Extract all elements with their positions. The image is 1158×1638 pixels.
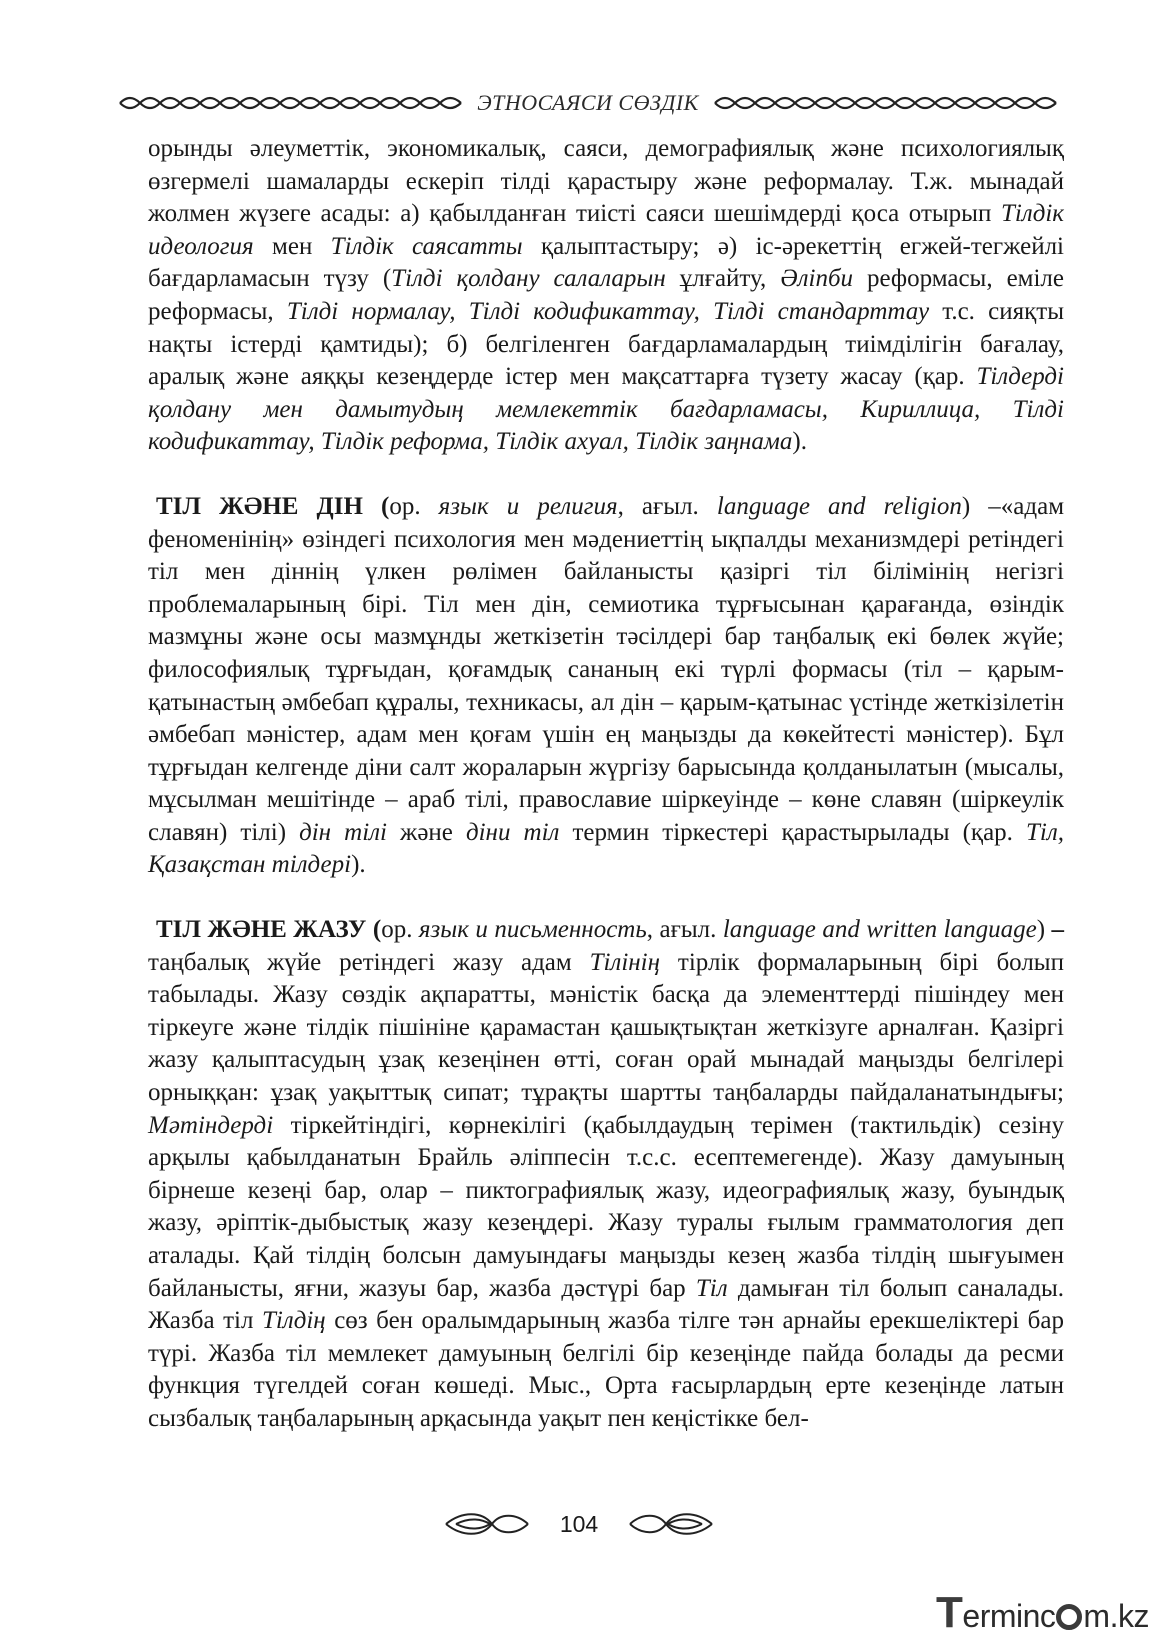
entry-term: ТІЛ ЖӘНЕ ЖАЗУ ( — [156, 916, 382, 944]
watermark-t: T — [936, 1588, 963, 1637]
footer-swirl-icon-right — [626, 1509, 716, 1539]
footer-swirl-icon-left — [442, 1509, 532, 1539]
site-watermark — [936, 1588, 1149, 1638]
entry-language-and-writing: ТІЛ ЖӘНЕ ЖАЗУ (ор. язык и письменность, ағыл. language and written language) – таңбалық жүйе ретіндегі жазу адам Тілінің тірлік формаларының бірі болып табылады. Жазу сөздік ақпаратты, мәністік басқа да элементтерді пішіндеу мен тіркеуге және тілдік пішініне қарамастан қашықтықтан жеткізуге арналған. Қазіргі жазу қалыптасудың ұзақ кезеңінен өтті, соған орай мынадай маңызды белгілері орныққан: ұзақ уақыттық сипат; тұрақты шартты таңбаларды пайдаланатындығы; Мәтіндерді тіркейтіндігі, көрнекілігі (қабылдаудың терімен (тактильдік) сезіну арқылы қабылданатын Брайль әліппесін т.с.с. есептемегенде). Жазу дамуының бірнеше кезеңі бар, олар – пиктографиялық жазу, идеографиялық жазу, буындық жазу, әріптік-дыбыстық жазу кезеңдері. Жазу туралы ғылым грамматология деп аталады. Қай тілдің болсын дамуындағы маңызды кезең жазба тілдің шығуымен байланысты, яғни, жазуы бар, жазба дәстүрі бар Тіл дамыған тіл болып саналады. Жазба тіл Тілдің сөз бен оралымдарының жазба тілге тән арнайы ерекшеліктері бар түрі. Жазба тіл мемлекет дамуының белгілі бір кезеңінде пайда болады да ресми функция түгелдей соған көшеді. Мыс., Орта ғасырлардың ерте кезеңінде латын сызбалық таңбаларының арқасында уақыт пен кеңістікке бел- — [148, 916, 1065, 1432]
watermark-text-2: m.kz — [1083, 1598, 1149, 1634]
watermark-text-1: erminc — [962, 1598, 1056, 1634]
continued-paragraph: орынды әлеуметтік, экономикалық, саяси, демографиялық және психологиялық өзгермелі шамаларды ескеріп тілді қарастыру және реформалау. Т.ж. мынадай жолмен жүзеге асады: а) қабылданған тиісті саяси шешімдерді қоса отырып Тілдік идеология мен Тілдік саясатты қалыптастыру; ә) іс-әрекеттің егжей-тегжейлі бағдарламасын түзу (Тілді қолдану салаларын ұлғайту, Әліпби реформасы, еміле реформасы, Тілді нормалау, Тілді кодификаттау, Тілді стандарттау т.с. сияқты нақты істерді қамтиды); б) белгіленген бағдарламалардың тиімділігін бағалау, аралық және аяққы кезеңдерде істер мен мақсаттарға түзету жасау (қар. Тілдерді қолдану мен дамытудың мемлекеттік бағдарламасы, Кириллица, Тілді кодификаттау, Тілдік реформа, Тілдік ахуал, Тілдік заңнама). — [148, 135, 1064, 456]
page-content — [148, 133, 1064, 1436]
page-footer — [0, 1504, 1158, 1544]
ring-icon — [1056, 1604, 1082, 1630]
running-header-title: ЭТНОСАЯСИ СӨЗДІК — [477, 90, 699, 115]
page-number: 104 — [559, 1510, 599, 1537]
running-header — [118, 86, 1058, 120]
ornament-band-icon-left — [118, 92, 463, 114]
entry-term: ТІЛ ЖӘНЕ ДІН ( — [156, 492, 390, 520]
entry-language-and-religion: ТІЛ ЖӘНЕ ДІН (ор. язык и религия, ағыл. language and religion) –«адам феноменінің» өзіндегі психология мен мәдениеттің ықпалды механизмдері ретіндегі тіл мен діннің үлкен рөлімен байланысты қазіргі тіл білімінің негізгі проблемаларының бірі. Тіл мен дін, семиотика тұрғысынан қарағанда, өзіндік мазмұны және осы мазмұнды жеткізетін тәсілдері бар таңбалық екі бөлек жүйе; философиялық тұрғыдан, қоғамдық сананың екі түрлі формасы (тіл – қарым-қатынастың әмбебап құралы, техникасы, ал дін – қарым-қатынас үстінде жеткізілетін әмбебап мәністер, адам мен қоғам үшін ең маңызды да көкейтесті мәністер). Бұл тұрғыдан келгенде діни салт жораларын жүргізу барысында қолданылатын (мысалы, мұсылман мешітінде – араб тілі, православие шіркеуінде – көне славян (шіркеулік славян) тілі) дін тілі және діни тіл термин тіркестері қарастырылады (қар. Тіл, Қазақстан тілдері). — [148, 492, 1065, 879]
ornament-band-icon-right — [713, 92, 1058, 114]
